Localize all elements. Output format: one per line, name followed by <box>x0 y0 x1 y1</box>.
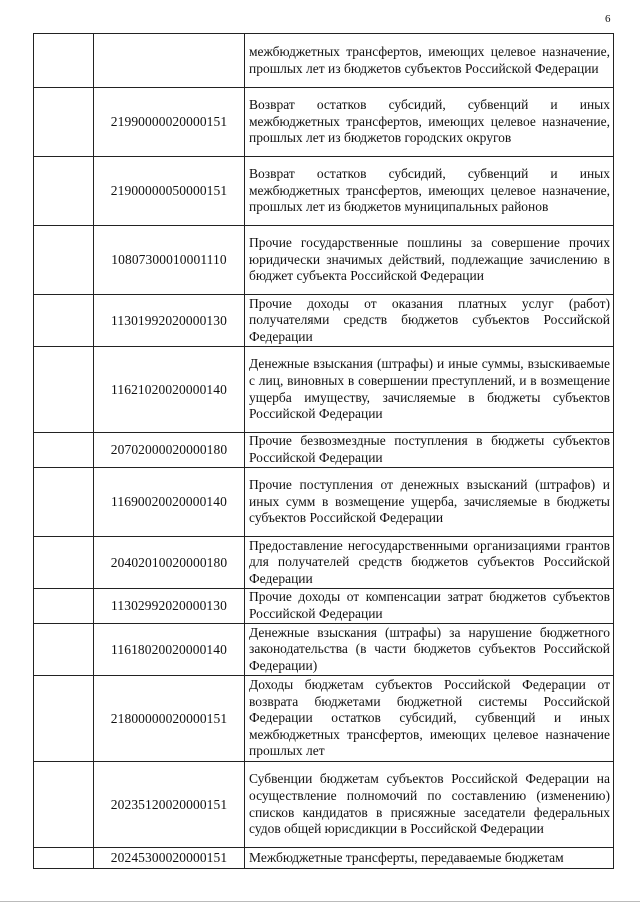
row-number-cell <box>34 347 94 433</box>
revenue-description-cell: Прочие доходы от компенсации затрат бюджетов субъектов Российской Федерации <box>245 589 614 624</box>
table-row <box>34 762 614 848</box>
table-row <box>34 295 614 347</box>
table-row <box>34 34 614 88</box>
row-number-cell <box>34 624 94 676</box>
table-row <box>34 676 614 762</box>
budget-code-cell <box>94 34 245 88</box>
revenue-description-cell: Межбюджетные трансферты, передаваемые бюджетам <box>245 848 614 869</box>
budget-code-cell: 20245300020000151 <box>94 848 245 869</box>
row-number-cell <box>34 848 94 869</box>
revenue-description-cell: Денежные взыскания (штрафы) за нарушение бюджетного законодательства (в части бюджетов субъектов Российской Федерации) <box>245 624 614 676</box>
budget-code-cell: 20402010020000180 <box>94 537 245 589</box>
revenue-description-cell: Прочие безвозмездные поступления в бюджеты субъектов Российской Федерации <box>245 433 614 468</box>
row-number-cell <box>34 34 94 88</box>
revenue-description-cell: Прочие доходы от оказания платных услуг (работ) получателями средств бюджетов субъектов Российской Федерации <box>245 295 614 347</box>
table-row <box>34 848 614 869</box>
budget-code-cell: 21900000050000151 <box>94 157 245 226</box>
budget-code-cell: 11302992020000130 <box>94 589 245 624</box>
table-row <box>34 157 614 226</box>
revenue-description-cell: Возврат остатков субсидий, субвенций и иных межбюджетных трансфертов, имеющих целевое назначение, прошлых лет из бюджетов муниципальных районов <box>245 157 614 226</box>
row-number-cell <box>34 762 94 848</box>
table-row <box>34 468 614 537</box>
row-number-cell <box>34 157 94 226</box>
budget-code-cell: 20235120020000151 <box>94 762 245 848</box>
revenue-description-cell: Предоставление негосударственными организациями грантов для получателей средств бюджетов субъектов Российской Федерации <box>245 537 614 589</box>
table-row <box>34 347 614 433</box>
row-number-cell <box>34 88 94 157</box>
budget-code-cell: 21800000020000151 <box>94 676 245 762</box>
table-row <box>34 537 614 589</box>
budget-code-cell: 21990000020000151 <box>94 88 245 157</box>
budget-code-cell: 11618020020000140 <box>94 624 245 676</box>
table-row <box>34 624 614 676</box>
row-number-cell <box>34 226 94 295</box>
revenue-description-cell: Прочие государственные пошлины за совершение прочих юридически значимых действий, подлежащие зачислению в бюджет субъекта Российской Федерации <box>245 226 614 295</box>
budget-code-cell: 11301992020000130 <box>94 295 245 347</box>
budget-code-cell: 10807300010001110 <box>94 226 245 295</box>
revenue-description-cell: Денежные взыскания (штрафы) и иные суммы, взыскиваемые с лиц, виновных в совершении преступлений, и в возмещение ущерба имуществу, зачисляемые в бюджеты субъектов Российской Федерации <box>245 347 614 433</box>
budget-code-cell: 11690020020000140 <box>94 468 245 537</box>
row-number-cell <box>34 676 94 762</box>
table-row <box>34 433 614 468</box>
revenue-codes-table <box>33 33 614 869</box>
row-number-cell <box>34 589 94 624</box>
table-body <box>34 34 614 869</box>
revenue-description-cell: Прочие поступления от денежных взысканий (штрафов) и иных сумм в возмещение ущерба, зачисляемые в бюджеты субъектов Российской Федерации <box>245 468 614 537</box>
page-bottom-rule <box>0 901 640 902</box>
budget-code-cell: 11621020020000140 <box>94 347 245 433</box>
revenue-description-cell: Возврат остатков субсидий, субвенций и иных межбюджетных трансфертов, имеющих целевое назначение, прошлых лет из бюджетов городских округов <box>245 88 614 157</box>
row-number-cell <box>34 295 94 347</box>
revenue-description-cell: Доходы бюджетам субъектов Российской Федерации от возврата бюджетами бюджетной системы Российской Федерации остатков субсидий, субвенций и иных межбюджетных трансфертов, имеющих целевое назначение прошлых лет <box>245 676 614 762</box>
table-row <box>34 88 614 157</box>
table-row <box>34 226 614 295</box>
revenue-description-cell: Субвенции бюджетам субъектов Российской Федерации на осуществление полномочий по составлению (изменению) списков кандидатов в присяжные заседатели федеральных судов общей юрисдикции в Российской Федерации <box>245 762 614 848</box>
budget-code-cell: 20702000020000180 <box>94 433 245 468</box>
revenue-description-cell: межбюджетных трансфертов, имеющих целевое назначение, прошлых лет из бюджетов субъектов Российской Федерации <box>245 34 614 88</box>
row-number-cell <box>34 433 94 468</box>
page-number: 6 <box>605 13 611 25</box>
row-number-cell <box>34 468 94 537</box>
row-number-cell <box>34 537 94 589</box>
table-row <box>34 589 614 624</box>
